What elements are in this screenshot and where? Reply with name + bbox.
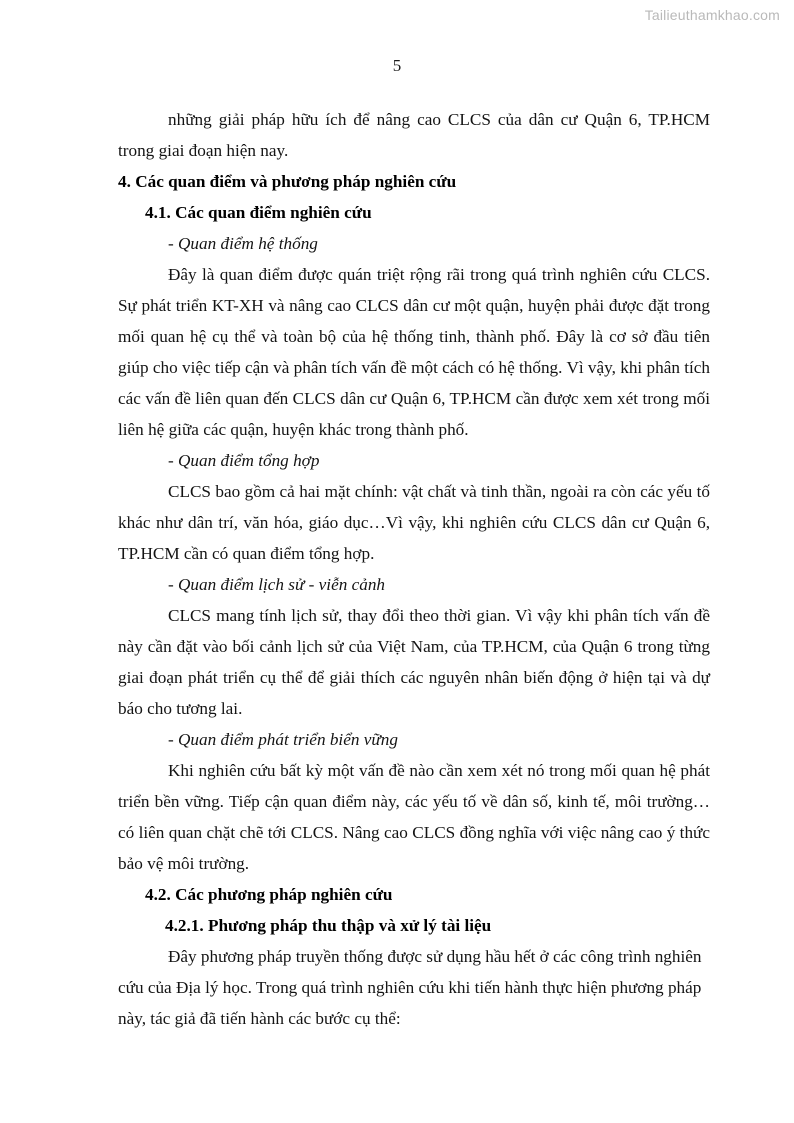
heading-section-4: 4. Các quan điểm và phương pháp nghiên cứu <box>118 172 457 191</box>
paragraph-ben-vung: Khi nghiên cứu bất kỳ một vấn đề nào cần xem xét nó trong mối quan hệ phát triển bền vững. Tiếp cận quan điểm này, các yếu tố về dân số, kinh tế, môi trường… có liên quan chặt chẽ tới CLCS. Nâng cao CLCS đồng nghĩa với việc nâng cao ý thức bảo vệ môi trường. <box>118 761 710 873</box>
subheading-quan-diem-he-thong: - Quan điểm hệ thống <box>168 234 318 253</box>
paragraph-lich-su: CLCS mang tính lịch sử, thay đổi theo thời gian. Vì vậy khi phân tích vấn đề này cần đặt vào bối cảnh lịch sử của Việt Nam, của TP.HCM, của Quận 6 trong từng giai đoạn phát triển cụ thể để giải thích các nguyên nhân biến động ở hiện tại và dự báo cho tương lai. <box>118 606 710 718</box>
heading-section-4-2: 4.2. Các phương pháp nghiên cứu <box>145 885 393 904</box>
paragraph-tong-hop: CLCS bao gồm cả hai mặt chính: vật chất và tinh thần, ngoài ra còn các yếu tố khác như dân trí, văn hóa, giáo dục…Vì vậy, khi nghiên cứu CLCS dân cư Quận 6, TP.HCM cần có quan điểm tổng hợp. <box>118 482 710 563</box>
subheading-quan-diem-tong-hop: - Quan điểm tổng hợp <box>168 451 320 470</box>
heading-section-4-1: 4.1. Các quan điểm nghiên cứu <box>145 203 372 222</box>
document-content <box>118 104 710 1034</box>
heading-section-4-2-1: 4.2.1. Phương pháp thu thập và xử lý tài liệu <box>165 916 492 935</box>
paragraph-thu-thap: Đây phương pháp truyền thống được sử dụng hầu hết ở các công trình nghiên cứu của Địa lý học. Trong quá trình nghiên cứu khi tiến hành thực hiện phương pháp này, tác giả đã tiến hành các bước cụ thể: <box>118 947 702 1028</box>
paragraph-he-thong: Đây là quan điểm được quán triệt rộng rãi trong quá trình nghiên cứu CLCS. Sự phát triển KT-XH và nâng cao CLCS dân cư một quận, huyện phải được đặt trong mối quan hệ cụ thể và toàn bộ của hệ thống tinh, thành phố. Đây là cơ sở đầu tiên giúp cho việc tiếp cận và phân tích vấn đề một cách có hệ thống. Vì vậy, khi phân tích các vấn đề liên quan đến CLCS dân cư Quận 6, TP.HCM cần được xem xét trong mối liên hệ giữa các quận, huyện khác trong thành phố. <box>118 265 710 439</box>
paragraph-intro: những giải pháp hữu ích để nâng cao CLCS của dân cư Quận 6, TP.HCM trong giai đoạn hiện nay. <box>118 110 710 160</box>
page-number: 5 <box>392 56 402 75</box>
subheading-quan-diem-lich-su: - Quan điểm lịch sử - viễn cảnh <box>168 575 386 594</box>
watermark-text: Tailieuthamkhao.com <box>644 7 780 23</box>
subheading-quan-diem-ben-vung: - Quan điểm phát triển biển vững <box>168 730 398 749</box>
